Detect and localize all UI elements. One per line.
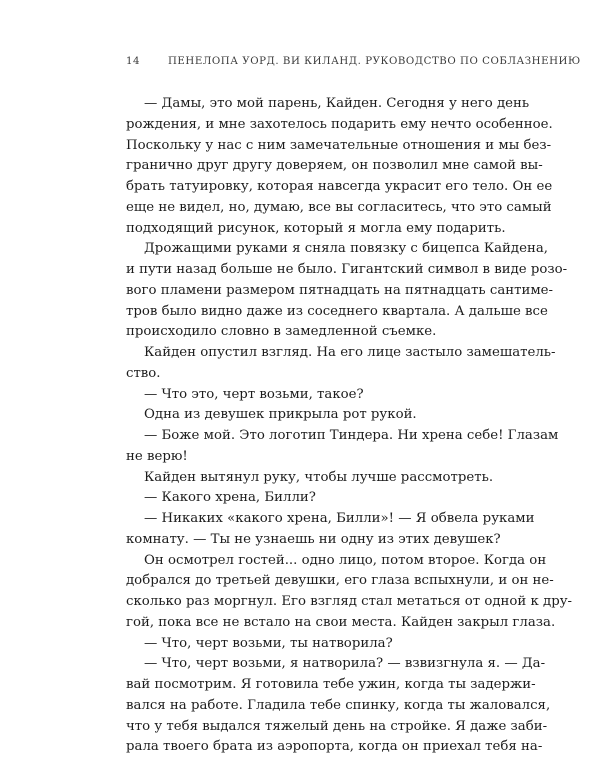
text-line: — Дамы, это мой парень, Кайден. Сегодня у него день	[144, 96, 530, 111]
text-line: брать татуировку, которая навсегда украсит его тело. Он ее	[126, 179, 553, 194]
text-line: комнату. — Ты не узнаешь ни одну из этих девушек?	[126, 531, 501, 547]
text-line: вого пламени размером пятнадцать на пятнадцать сантиме-	[126, 282, 554, 298]
text-line: — Что, черт возьми, ты натворила?	[144, 635, 393, 651]
text-line: — Что, черт возьми, я натворила? — взвизгнула я. — Да-	[144, 656, 546, 672]
text-line: — Какого хрена, Билли?	[144, 490, 316, 506]
text-line: происходило словно в замедленной съемке.	[126, 324, 437, 340]
text-line: вай посмотрим. Я готовила тебе ужин, когда ты задержи-	[126, 677, 536, 692]
text-line: Одна из девушек прикрыла рот рукой.	[144, 407, 417, 423]
text-line: не верю!	[126, 448, 188, 464]
text-line: ство.	[126, 365, 161, 381]
running-title: ПЕНЕЛОПА УОРД. ВИ КИЛАНД. РУКОВОДСТВО ПО СОБЛАЗНЕНИЮ	[168, 56, 581, 67]
text-line: Дрожащими руками я сняла повязку с бицепса Кайдена,	[144, 241, 548, 257]
text-line: сколько раз моргнул. Его взгляд стал метаться от одной к дру-	[126, 594, 573, 609]
text-line: Поскольку у нас с ним замечательные отношения и мы без-	[126, 137, 552, 153]
text-line: гой, пока все не встало на свои места. Кайден закрыл глаза.	[126, 614, 556, 630]
text-line: тров было видно даже из соседнего квартала. А дальше все	[126, 303, 548, 319]
text-line: добрался до третьей девушки, его глаза вспыхнули, и он не-	[126, 573, 554, 589]
text-line: Он осмотрел гостей... одно лицо, потом второе. Когда он	[144, 552, 547, 568]
text-line: еще не видел, но, думаю, все вы согласитесь, что это самый	[126, 199, 552, 215]
text-line: Кайден вытянул руку, чтобы лучше рассмотреть.	[144, 469, 494, 485]
text-line: рождения, и мне захотелось подарить ему нечто особенное.	[126, 116, 553, 132]
body-text	[126, 94, 573, 758]
running-head	[126, 56, 581, 70]
text-line: гранично друг другу доверяем, он позволил мне самой вы-	[126, 158, 543, 174]
text-line: вался на работе. Гладила тебе спинку, когда ты жаловался,	[126, 697, 551, 713]
text-line: подходящий рисунок, который я могла ему подарить.	[126, 220, 506, 236]
page-number: 14	[126, 56, 141, 67]
text-line: — Что это, черт возьми, такое?	[144, 386, 364, 402]
text-line: и пути назад больше не было. Гигантский символ в виде розо-	[126, 262, 568, 277]
text-line: рала твоего брата из аэропорта, когда он приехал тебя на-	[126, 739, 543, 755]
text-line: что у тебя выдался тяжелый день на стройке. Я даже заби-	[126, 718, 548, 734]
text-line: Кайден опустил взгляд. На его лице застыло замешатель-	[144, 345, 556, 360]
text-line: — Никаких «какого хрена, Билли»! — Я обвела руками	[144, 511, 535, 526]
text-line: — Боже мой. Это логотип Тиндера. Ни хрена себе! Глазам	[144, 428, 559, 443]
